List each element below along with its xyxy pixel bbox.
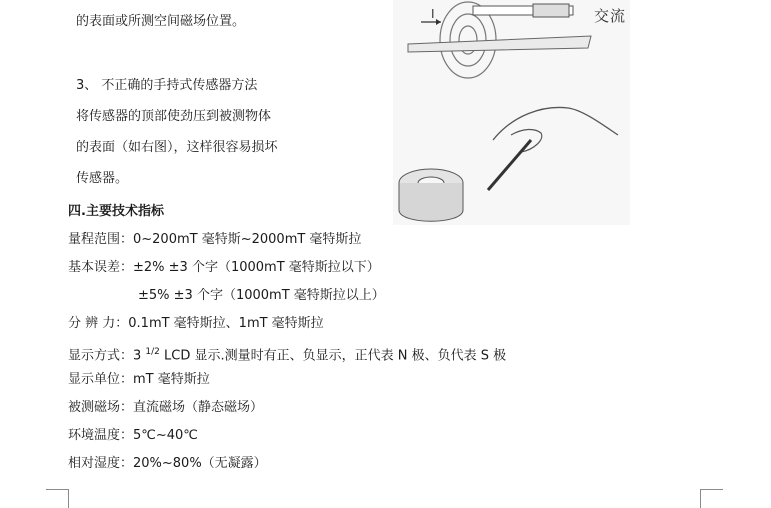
ac-label: 交流 [594, 7, 627, 25]
spec-display-fraction: 1/2 [145, 347, 160, 357]
improper-method-title: 3、 不正确的手持式传感器方法 [76, 78, 258, 93]
intro-line-1: 的表面或所测空间磁场位置。 [76, 14, 246, 29]
spec-error-1: 基本误差：±2% ±3 个字（1000mT 毫特斯拉以下） [68, 260, 380, 275]
improper-method-line-3: 传感器。 [76, 171, 129, 186]
hand-fingers [511, 129, 542, 152]
sensor-illustration [393, 0, 630, 225]
field-ring-middle [450, 14, 486, 66]
pressed-probe [488, 140, 531, 190]
probe-handle [533, 4, 569, 17]
spec-display-suffix: LCD 显示.测量时有正、负显示，正代表 N 极、负代表 S 极 [159, 348, 507, 364]
conductor-strip [408, 36, 591, 52]
sensor-illustration-drawing [393, 0, 630, 225]
improper-method-line-2: 的表面（如右图），这样很容易损坏 [76, 140, 278, 155]
spec-unit: 显示单位：mT 毫特斯拉 [68, 372, 210, 387]
spec-temperature: 环境温度：5℃~40℃ [68, 428, 198, 443]
spec-resolution: 分 辨 力：0.1mT 毫特斯拉、1mT 毫特斯拉 [68, 316, 324, 331]
improper-method-line-1: 将传感器的顶部使劲压到被测物体 [76, 109, 272, 124]
spec-error-2: ±5% ±3 个字（1000mT 毫特斯拉以上） [138, 288, 385, 303]
spec-field: 被测磁场：直流磁场（静态磁场） [68, 400, 264, 415]
current-label: I [431, 7, 435, 21]
spec-humidity: 相对湿度：20%~80%（无凝露） [68, 456, 267, 471]
spec-display [68, 344, 506, 364]
specs-heading: 四.主要技术指标 [68, 204, 164, 219]
spec-range: 量程范围：0~200mT 毫特斯~2000mT 毫特斯拉 [68, 232, 362, 247]
toroid-body [399, 183, 463, 221]
spec-display-prefix: 显示方式：3 [68, 348, 146, 364]
current-arrow-head [436, 19, 441, 25]
crop-mark-right [700, 489, 723, 508]
crop-mark-left [46, 489, 69, 508]
